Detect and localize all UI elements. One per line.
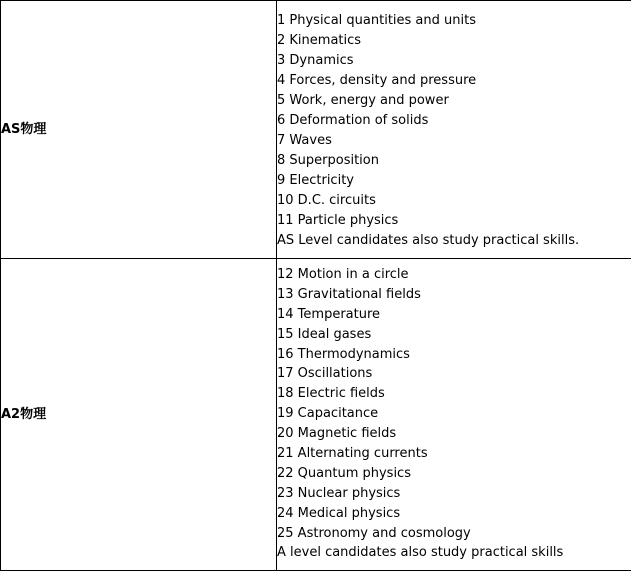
list-item: 3 Dynamics bbox=[277, 51, 631, 71]
list-item: 12 Motion in a circle bbox=[277, 265, 631, 285]
list-item: 14 Temperature bbox=[277, 305, 631, 325]
list-item: 25 Astronomy and cosmology bbox=[277, 524, 631, 544]
row-label-a2: A2物理 bbox=[1, 259, 277, 571]
list-item: 7 Waves bbox=[277, 131, 631, 151]
list-item: 19 Capacitance bbox=[277, 404, 631, 424]
table-row-a2 bbox=[1, 259, 631, 571]
list-item: 16 Thermodynamics bbox=[277, 345, 631, 365]
row-label-as: AS物理 bbox=[1, 1, 277, 259]
list-item: 5 Work, energy and power bbox=[277, 91, 631, 111]
list-item: 20 Magnetic fields bbox=[277, 424, 631, 444]
list-item: 23 Nuclear physics bbox=[277, 484, 631, 504]
topic-list-as bbox=[277, 11, 631, 251]
list-item: 2 Kinematics bbox=[277, 31, 631, 51]
list-item: 11 Particle physics bbox=[277, 211, 631, 231]
list-item: 24 Medical physics bbox=[277, 504, 631, 524]
list-item: 21 Alternating currents bbox=[277, 444, 631, 464]
list-item: 10 D.C. circuits bbox=[277, 191, 631, 211]
list-item: 15 Ideal gases bbox=[277, 325, 631, 345]
list-item: 9 Electricity bbox=[277, 171, 631, 191]
list-item: 17 Oscillations bbox=[277, 364, 631, 384]
list-item: 6 Deformation of solids bbox=[277, 111, 631, 131]
list-item: 18 Electric fields bbox=[277, 384, 631, 404]
list-item: A level candidates also study practical skills bbox=[277, 543, 631, 563]
topics-cell-as bbox=[277, 1, 631, 259]
list-item: 1 Physical quantities and units bbox=[277, 11, 631, 31]
list-item: 22 Quantum physics bbox=[277, 464, 631, 484]
table-row-as bbox=[1, 1, 631, 259]
list-item: 13 Gravitational fields bbox=[277, 285, 631, 305]
list-item: 8 Superposition bbox=[277, 151, 631, 171]
list-item: AS Level candidates also study practical skills. bbox=[277, 231, 631, 251]
topic-list-a2 bbox=[277, 265, 631, 563]
list-item: 4 Forces, density and pressure bbox=[277, 71, 631, 91]
topics-cell-a2 bbox=[277, 259, 631, 571]
